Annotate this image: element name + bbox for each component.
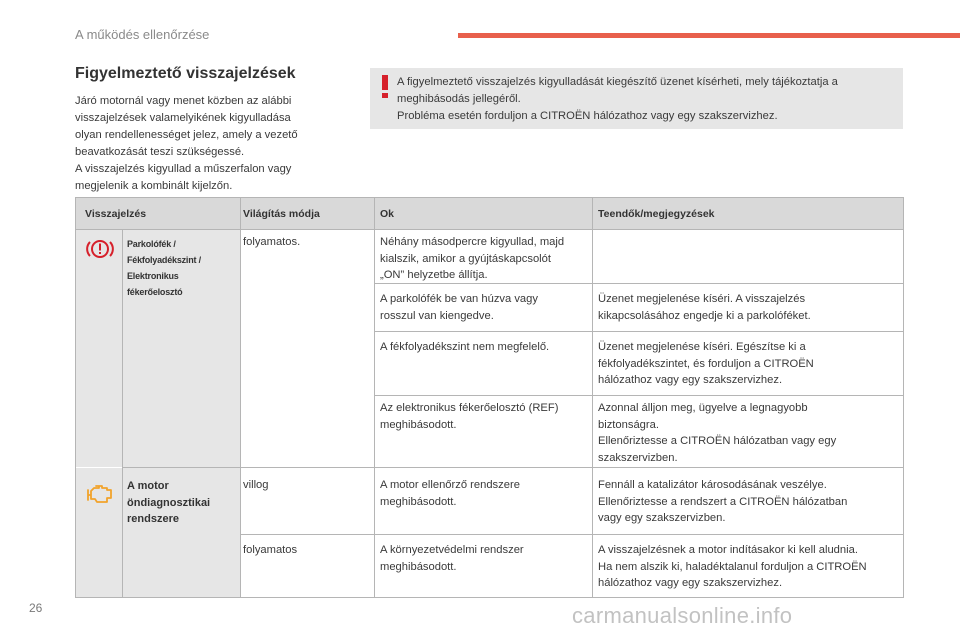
- note-line: Probléma esetén forduljon a CITROËN hálózathoz vagy egy szakszervizhez.: [397, 110, 778, 122]
- group-name-brake: Parkolófék / Fékfolyadékszint / Elektronikus fékerőelosztó: [127, 239, 201, 297]
- watermark: carmanualsonline.info: [572, 603, 793, 628]
- note-line: meghibásodás jellegéről.: [397, 93, 521, 105]
- page-header-title: A működés ellenőrzése: [75, 27, 210, 42]
- header-accent-bar: [458, 33, 960, 38]
- intro-line: megjelenik a kombinált kijelzőn.: [75, 180, 233, 192]
- col-header-light: Visszajelzés: [85, 208, 147, 220]
- mode-cell: folyamatos: [243, 544, 298, 556]
- action-cell: Üzenet megjelenése kíséri. Egészítse ki a fékfolyadékszintet, és forduljon a CITROËN hálózathoz vagy egy szakszervizhez.: [598, 341, 814, 386]
- engine-check-icon: [86, 484, 114, 509]
- action-cell: Üzenet megjelenése kíséri. A visszajelzés kikapcsolásához engedje ki a parkolóféket.: [598, 293, 811, 322]
- col-header-action: Teendők/megjegyzések: [598, 208, 715, 220]
- action-cell: A visszajelzésnek a motor indításakor ki kell aludnia. Ha nem alszik ki, haladéktalanul forduljon a CITROËN hálózathoz vagy egy szakszervizhez.: [598, 544, 867, 589]
- note-line: A figyelmeztető visszajelzés kigyulladását kiegészítő üzenet kísérheti, mely tájékoztatja a: [397, 76, 838, 88]
- intro-line: A visszajelzés kigyullad a műszerfalon vagy: [75, 163, 292, 175]
- mode-cell: folyamatos.: [243, 236, 301, 248]
- warning-lights-table: [75, 197, 904, 598]
- mode-cell: villog: [243, 479, 269, 491]
- action-cell: Fennáll a katalizátor károsodásának veszélye. Ellenőriztesse a rendszert a CITROËN hálózatban vagy egy szakszervizben.: [598, 479, 848, 524]
- intro-line: olyan rendellenességet jelez, amely a vezető: [75, 129, 298, 141]
- exclamation-icon: [382, 75, 388, 97]
- intro-paragraph: [75, 93, 340, 195]
- table-header-row: [76, 198, 903, 230]
- note-box: [370, 68, 903, 129]
- page-number: 26: [29, 601, 43, 615]
- cause-cell: Néhány másodpercre kigyullad, majd kialszik, amikor a gyújtáskapcsolót „ON” helyzetbe állítja.: [380, 236, 565, 281]
- col-header-cause: Ok: [380, 208, 395, 220]
- brake-warning-icon: [84, 238, 116, 265]
- note-text: [397, 74, 897, 125]
- cause-cell: Az elektronikus fékerőelosztó (REF) meghibásodott.: [380, 402, 559, 431]
- cause-cell: A fékfolyadékszint nem megfelelő.: [380, 341, 550, 353]
- intro-line: visszajelzések valamelyikének kigyulladása: [75, 112, 291, 124]
- col-header-mode: Világítás módja: [243, 208, 320, 220]
- group-name-engine: A motor öndiagnosztikai rendszere: [127, 480, 211, 525]
- cause-cell: A környezetvédelmi rendszer meghibásodott.: [380, 544, 524, 573]
- cause-cell: A motor ellenőrző rendszere meghibásodott.: [380, 479, 520, 508]
- cause-cell: A parkolófék be van húzva vagy rosszul van kiengedve.: [380, 293, 538, 322]
- intro-line: beavatkozását teszi szükségessé.: [75, 146, 245, 158]
- action-cell: Azonnal álljon meg, ügyelve a legnagyobb biztonságra. Ellenőriztesse a CITROËN hálózatban vagy egy szakszervizben.: [598, 402, 837, 464]
- section-title: Figyelmeztető visszajelzések: [75, 65, 296, 82]
- intro-line: Járó motornál vagy menet közben az alábbi: [75, 95, 292, 107]
